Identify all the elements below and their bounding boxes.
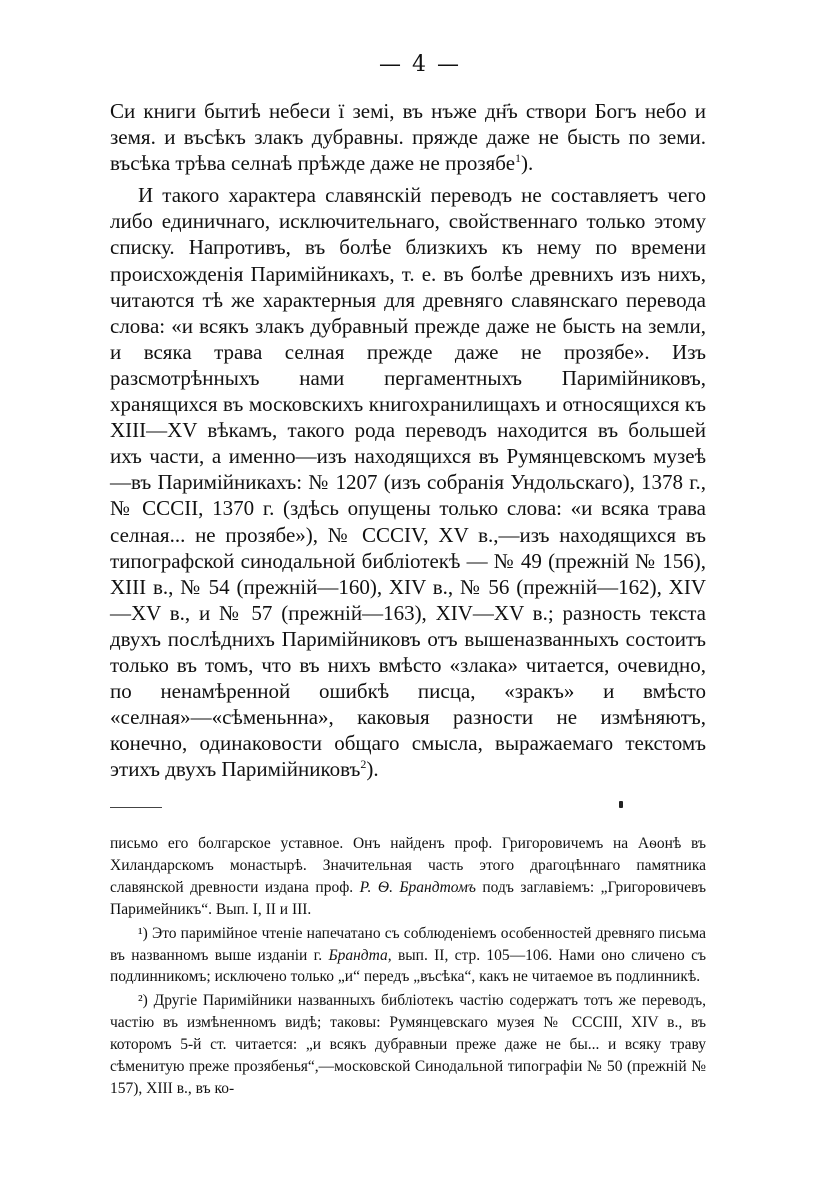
footnote-continuation-text-end: подъ заглавіемъ: „Григоровичевъ Паримейникъ“. Вып. I, II и III. (110, 878, 706, 918)
page-number: — 4 — (379, 52, 461, 77)
discussion-text: И такого характера славянскій переводъ не составляетъ чего либо единичнаго, исключительнаго, свойственнаго только этому списку. Напротивъ, въ болѣе близкихъ къ нему по времени происхожденія Паримійникахъ, т. е. въ болѣе древнихъ изъ нихъ, читаются тѣ же характерныя для древняго славянскаго перевода слова: «и всякъ злакъ дубравный прежде даже не бысть на земли, и всяка трава селная прежде даже не прозябе». Изъ разсмотрѣнныхъ нами пергаментныхъ Паримійниковъ, хранящихся въ московскихъ книгохранилищахъ и относящихся къ XIII—XV вѣкамъ, такого рода переводъ находится въ большей ихъ части, а именно—изъ находящихся въ Румянцевскомъ музеѣ—въ Паримійникахъ: № 1207 (изъ собранія Ундольскаго), 1378 г., № СССII, 1370 г. (здѣсь опущены только слова: «и всяка трава селная... не прозябе»), № СССIV, XV в.,—изъ находящихся въ типографской синодальной библіотекѣ — № 49 (прежній № 156), XIII в., № 54 (прежній—160), XIV в., № 56 (прежній—162), XIV—XV в., и № 57 (прежній—163), XIV—XV в.; разность текста двухъ послѣднихъ Паримійниковъ отъ вышеназванныхъ состоитъ только въ томъ, что въ нихъ вмѣсто «злака» читается, очевидно, по ненамѣренной ошибкѣ писца, «зракъ» и вмѣсто «селная»—«сѣменьнна», каковыя разности не измѣняютъ, конечно, одинаковости общаго смысла, выражаемаго текстомъ этихъ двухъ Паримійниковъ (110, 183, 706, 782)
footnote-continuation-text: письмо его болгарское уставное. Онъ найденъ проф. Григоровичемъ на Аѳонѣ въ Хиландарскомъ монастырѣ. Значительная часть этого драгоцѣннаго памятника славянской древности издана проф. (110, 835, 706, 896)
footnote-2-mark: ²) (138, 992, 148, 1010)
footnote-ref-2: 2 (360, 757, 367, 772)
author-name: Р. Ѳ. Брандтомъ (359, 878, 476, 896)
footnote-1-mark: ¹) (138, 924, 148, 942)
genesis-quote-text: Си книги бытиѣ небеси ї земі, въ нъже дн҃ъ створи Богъ небо и земя. и въсѣкъ злакъ дубравны. пряжде даже не бысть по земи. въсѣка трѣва селнаѣ прѣжде даже не прозябе (110, 99, 706, 176)
footnote-1 (110, 923, 706, 989)
paragraph-end: ). (366, 757, 379, 782)
footnote-1-text-end: вып. II, стр. 105—106. Нами оно сличено съ подлинникомъ; исключено только „и“ передъ „въсѣка“, какъ не читаемое въ подлинникѣ. (110, 946, 706, 986)
footnote-continuation (110, 833, 706, 921)
footnote-ref-1: 1 (515, 151, 522, 166)
ink-speck (619, 801, 623, 808)
footnotes (110, 833, 706, 1100)
main-text (110, 98, 706, 782)
author-name: Брандта, (328, 946, 392, 964)
footnote-1-text: Это паримійное чтеніе напечатано съ соблюденіемъ особенностей древняго письма въ названномъ выше изданіи г. (110, 924, 706, 964)
footnote-2 (110, 990, 706, 1100)
paragraph-genesis-quote (110, 98, 706, 176)
paragraph-end: ). (521, 151, 534, 176)
footnote-2-text: Другіе Паримійники названныхъ библіотекъ частію содержатъ тотъ же переводъ, частію въ измѣненномъ видѣ; таковы: Румянцевскаго музея № СССIII, XIV в., въ которомъ 5-й ст. читается: „и всякъ дубравныи преже даже не бы... и всяку траву сѣменитую преже прозябенья“,—московской Синодальной типографіи № 50 (прежній № 157), XIII в., въ ко- (110, 992, 706, 1097)
paragraph-translation-discussion (110, 182, 706, 782)
footnote-separator (110, 807, 162, 808)
